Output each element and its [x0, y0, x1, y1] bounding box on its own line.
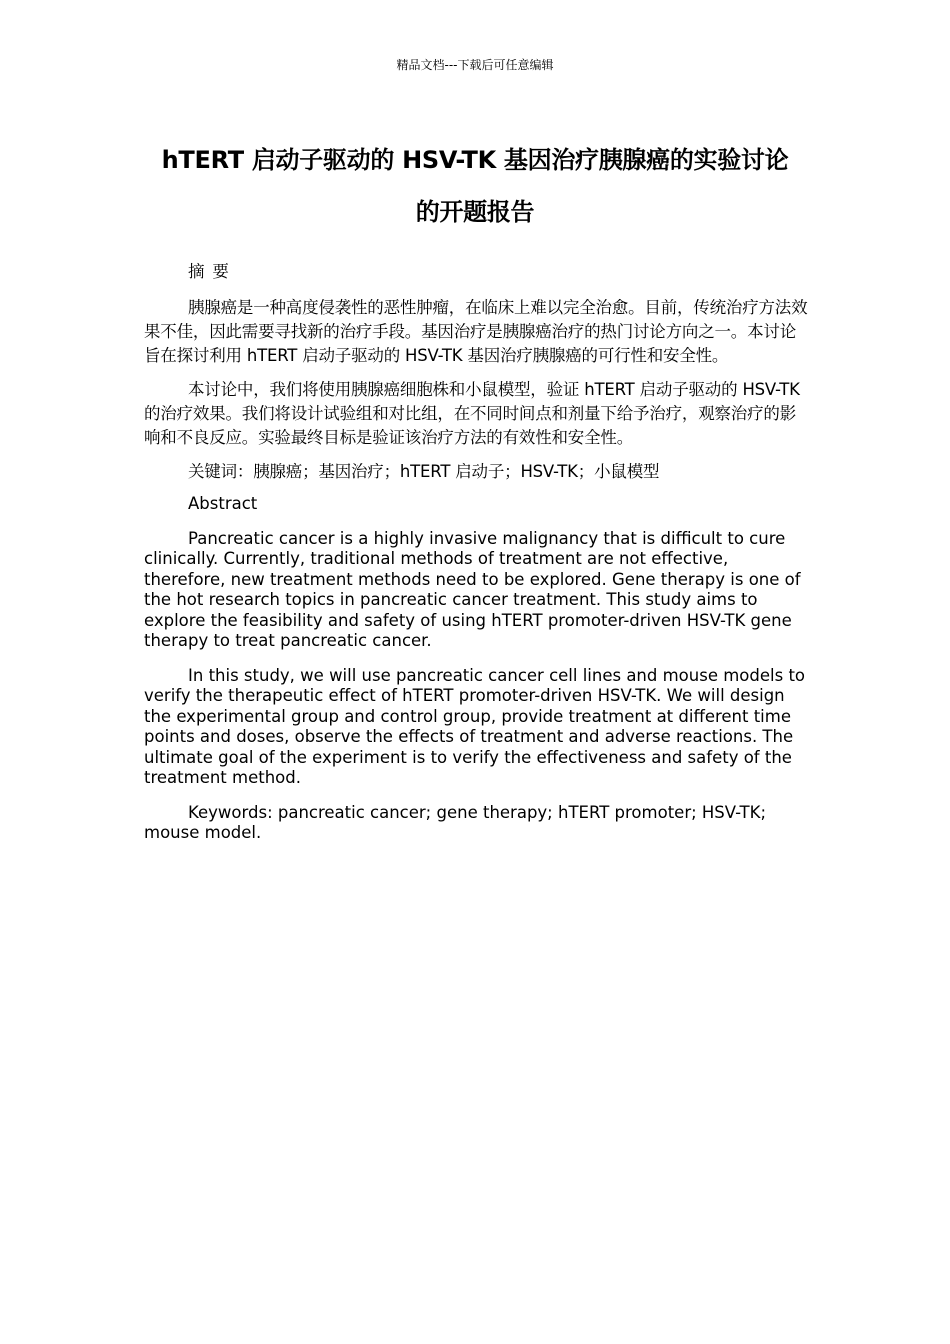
abstract-en-paragraph-1: Pancreatic cancer is a highly invasive malignancy that is difficult to cure clinically. Currently, traditional methods of treatment are not effective, therefore, new treatment methods need to be explored. Gene therapy is one of the hot research topics in pancreatic cancer treatment. This study aims to explore the feasibility and safety of using hTERT promoter-driven HSV-TK gene therapy to treat pancreatic cancer.	[144, 528, 801, 650]
document-title	[120, 134, 830, 238]
abstract-cn-paragraph-1: 胰腺癌是一种高度侵袭性的恶性肿瘤，在临床上难以完全治愈。目前，传统治疗方法效果不佳，因此需要寻找新的治疗手段。基因治疗是胰腺癌治疗的热门讨论方向之一。本讨论旨在探讨利用 hTERT 启动子驱动的 HSV-TK 基因治疗胰腺癌的可行性和安全性。	[144, 298, 808, 365]
abstract-en-heading: Abstract	[188, 494, 258, 513]
document-body	[144, 260, 808, 858]
abstract-cn-heading	[144, 260, 808, 284]
abstract-cn-keywords: 关键词：胰腺癌；基因治疗；hTERT 启动子；HSV-TK；小鼠模型	[188, 462, 660, 481]
abstract-cn-heading-part-1: 摘	[188, 262, 205, 281]
title-line-1: hTERT 启动子驱动的 HSV-TK 基因治疗胰腺癌的实验讨论	[161, 146, 789, 174]
page-header: 精品文档---下载后可任意编辑	[396, 58, 554, 72]
abstract-cn-heading-part-2: 要	[212, 262, 229, 281]
abstract-cn-paragraph-2: 本讨论中，我们将使用胰腺癌细胞株和小鼠模型，验证 hTERT 启动子驱动的 HSV-TK 的治疗效果。我们将设计试验组和对比组，在不同时间点和剂量下给予治疗，观察治疗的影响和不良反应。实验最终目标是验证该治疗方法的有效性和安全性。	[144, 380, 800, 447]
title-line-2: 的开题报告	[415, 198, 535, 226]
abstract-en-paragraph-2: In this study, we will use pancreatic cancer cell lines and mouse models to verify the therapeutic effect of hTERT promoter-driven HSV-TK. We will design the experimental group and control group, provide treatment at different time points and doses, observe the effects of treatment and adverse reactions. The ultimate goal of the experiment is to verify the effectiveness and safety of the treatment method.	[144, 665, 806, 787]
abstract-en-keywords: Keywords: pancreatic cancer; gene therapy; hTERT promoter; HSV-TK; mouse model.	[144, 802, 766, 842]
